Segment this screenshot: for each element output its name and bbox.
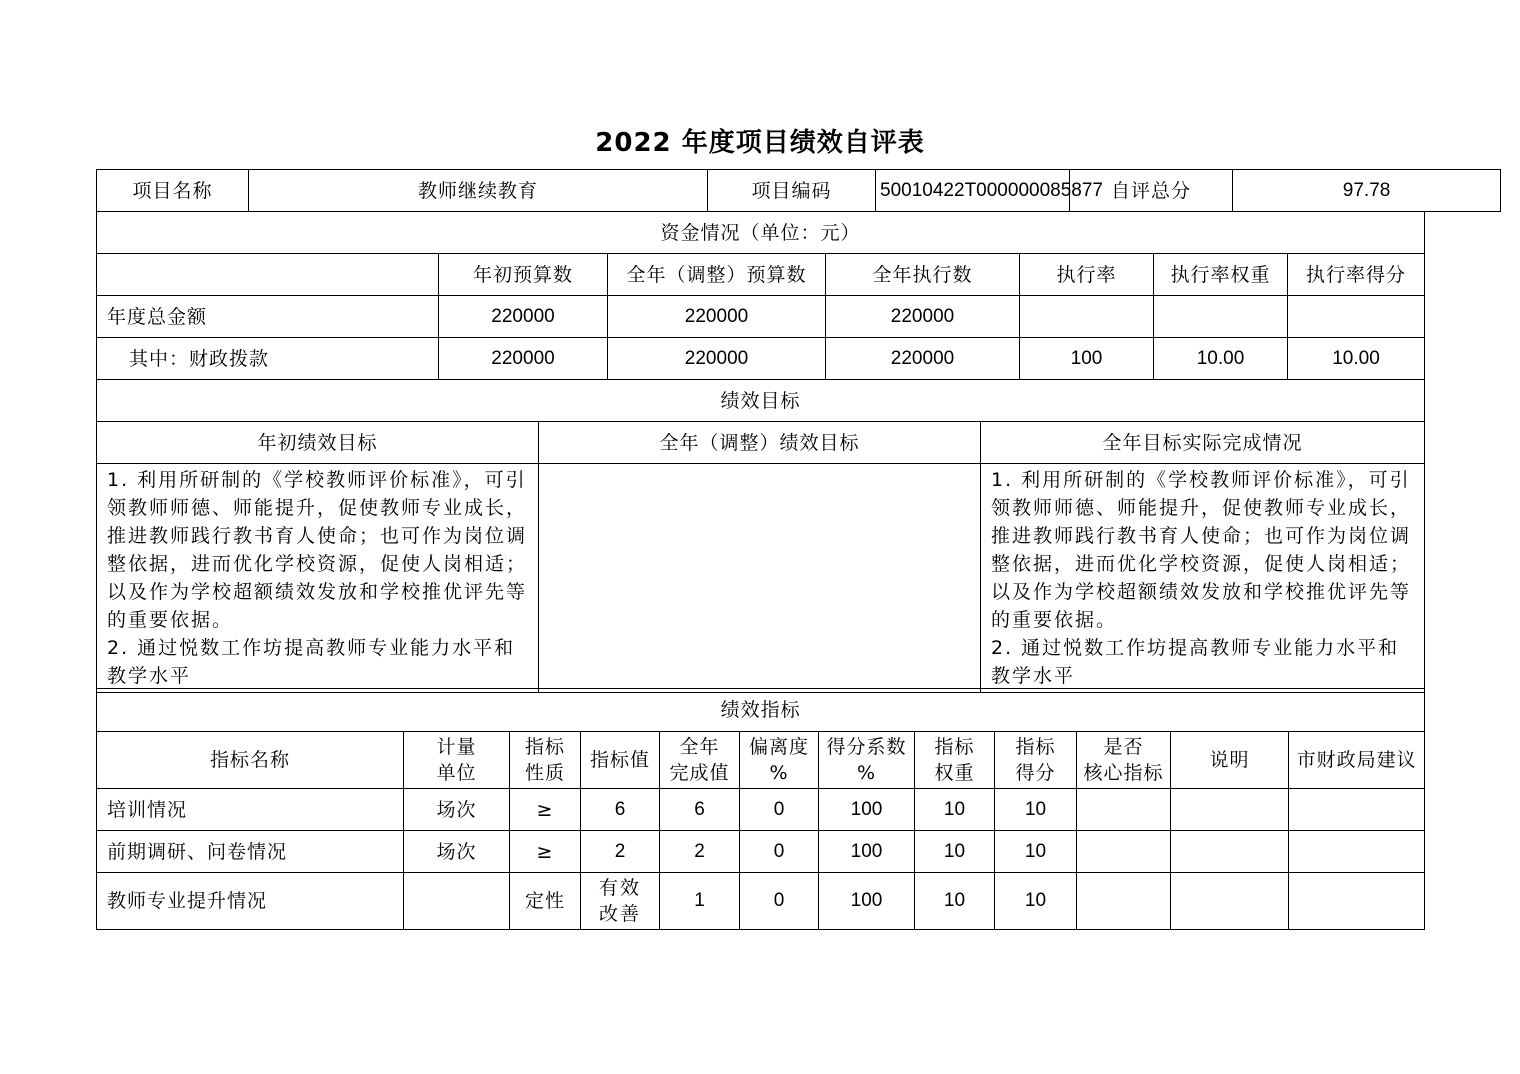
initial-goals [97, 464, 539, 693]
header-value: 指标值 [581, 732, 660, 789]
funds-cell: 100 [1020, 338, 1154, 380]
project-name: 教师继续教育 [249, 170, 708, 212]
self-score-label: 自评总分 [1070, 170, 1233, 212]
funds-table [96, 211, 1425, 380]
funds-header: 年初预算数 [439, 254, 608, 296]
indicator-coef: 100 [819, 789, 915, 831]
funds-cell: 220000 [826, 296, 1020, 338]
indicator-value: 2 [581, 831, 660, 873]
indicator-deviation: 0 [740, 789, 819, 831]
header-advice: 市财政局建议 [1289, 732, 1425, 789]
indicator-advice [1289, 831, 1425, 873]
indicator-core [1077, 831, 1171, 873]
funds-section-title: 资金情况（单位：元） [97, 212, 1425, 254]
indicator-unit: 场次 [404, 831, 510, 873]
indicator-name: 前期调研、问卷情况 [97, 831, 404, 873]
project-funds-table [96, 169, 1501, 212]
indicator-nature: ≥ [510, 831, 581, 873]
indicator-note [1171, 789, 1289, 831]
funds-cell: 220000 [608, 338, 826, 380]
indicator-coef: 100 [819, 873, 915, 930]
funds-header: 执行率权重 [1154, 254, 1288, 296]
header-coef: 得分系数 % [819, 732, 915, 789]
funds-header: 执行率得分 [1288, 254, 1425, 296]
project-name-label: 项目名称 [97, 170, 249, 212]
indicator-row [97, 873, 1425, 930]
indicators-header-row [97, 732, 1425, 789]
header-unit: 计量 单位 [404, 732, 510, 789]
header-note: 说明 [1171, 732, 1289, 789]
indicator-score: 10 [995, 789, 1077, 831]
funds-header: 全年（调整）预算数 [608, 254, 826, 296]
indicator-value: 有效改善 [581, 873, 660, 930]
actual-completion [981, 464, 1425, 693]
project-code: 50010422T000000085877 [876, 170, 1070, 212]
goal-paragraph: 2. 通过悦数工作坊提高教师专业能力水平和教学水平 [991, 637, 1400, 687]
funds-row [97, 338, 1425, 380]
indicator-advice [1289, 873, 1425, 930]
indicator-note [1171, 873, 1289, 930]
indicator-weight: 10 [915, 831, 995, 873]
page-title: 2022 年度项目绩效自评表 [595, 128, 925, 158]
goals-header: 全年目标实际完成情况 [981, 422, 1425, 464]
header-deviation: 偏离度 % [740, 732, 819, 789]
funds-cell: 220000 [826, 338, 1020, 380]
funds-cell [1288, 296, 1425, 338]
indicator-unit: 场次 [404, 789, 510, 831]
funds-row-label: 年度总金额 [97, 296, 439, 338]
indicator-deviation: 0 [740, 831, 819, 873]
indicator-unit [404, 873, 510, 930]
indicator-weight: 10 [915, 789, 995, 831]
indicator-name: 教师专业提升情况 [97, 873, 404, 930]
funds-cell: 10.00 [1288, 338, 1425, 380]
project-code-label: 项目编码 [708, 170, 876, 212]
indicator-nature: ≥ [510, 789, 581, 831]
indicator-score: 10 [995, 831, 1077, 873]
goal-paragraph: 1. 利用所研制的《学校教师评价标准》，可引领教师师德、师能提升，促使教师专业成长，推进教师践行教书育人使命；也可作为岗位调整依据，进而优化学校资源，促使人岗相适；以及作为学校超额绩效发放和学校推优评先等的重要依据。 [107, 469, 528, 631]
goal-paragraph: 2. 通过悦数工作坊提高教师专业能力水平和教学水平 [107, 637, 516, 687]
goals-header-row [97, 422, 1425, 464]
indicator-deviation: 0 [740, 873, 819, 930]
goal-paragraph: 1. 利用所研制的《学校教师评价标准》，可引领教师师德、师能提升，促使教师专业成长，推进教师践行教书育人使命；也可作为岗位调整依据，进而优化学校资源，促使人岗相适；以及作为学校超额绩效发放和学校推优评先等的重要依据。 [991, 469, 1412, 631]
indicators-table [96, 688, 1425, 930]
funds-header: 执行率 [1020, 254, 1154, 296]
funds-row [97, 296, 1425, 338]
indicators-section-title: 绩效指标 [97, 689, 1425, 732]
header-nature: 指标 性质 [510, 732, 581, 789]
goals-header: 全年（调整）绩效目标 [539, 422, 981, 464]
funds-cell: 10.00 [1154, 338, 1288, 380]
goals-content-row [97, 464, 1425, 693]
header-score: 指标 得分 [995, 732, 1077, 789]
funds-cell: 220000 [439, 338, 608, 380]
goals-table [96, 379, 1425, 693]
indicator-core [1077, 873, 1171, 930]
indicator-row [97, 831, 1425, 873]
indicator-weight: 10 [915, 873, 995, 930]
indicator-nature: 定性 [510, 873, 581, 930]
indicator-advice [1289, 789, 1425, 831]
indicator-row [97, 789, 1425, 831]
indicator-coef: 100 [819, 831, 915, 873]
indicator-completed: 2 [660, 831, 740, 873]
indicator-score: 10 [995, 873, 1077, 930]
indicator-name: 培训情况 [97, 789, 404, 831]
indicator-value: 6 [581, 789, 660, 831]
indicator-core [1077, 789, 1171, 831]
funds-cell: 220000 [608, 296, 826, 338]
goals-section-title: 绩效目标 [97, 380, 1425, 422]
goals-header: 年初绩效目标 [97, 422, 539, 464]
indicator-completed: 6 [660, 789, 740, 831]
self-score: 97.78 [1233, 170, 1501, 212]
header-completed: 全年 完成值 [660, 732, 740, 789]
header-indicator-name: 指标名称 [97, 732, 404, 789]
funds-cell [1154, 296, 1288, 338]
funds-header: 全年执行数 [826, 254, 1020, 296]
funds-cell [1020, 296, 1154, 338]
project-info-row [97, 170, 1501, 212]
funds-cell: 220000 [439, 296, 608, 338]
header-core: 是否 核心指标 [1077, 732, 1171, 789]
indicator-completed: 1 [660, 873, 740, 930]
funds-row-label: 其中：财政拨款 [97, 338, 439, 380]
funds-header-row [97, 254, 1425, 296]
adjusted-goals [539, 464, 981, 693]
funds-header-blank [97, 254, 439, 296]
indicator-note [1171, 831, 1289, 873]
header-weight: 指标 权重 [915, 732, 995, 789]
